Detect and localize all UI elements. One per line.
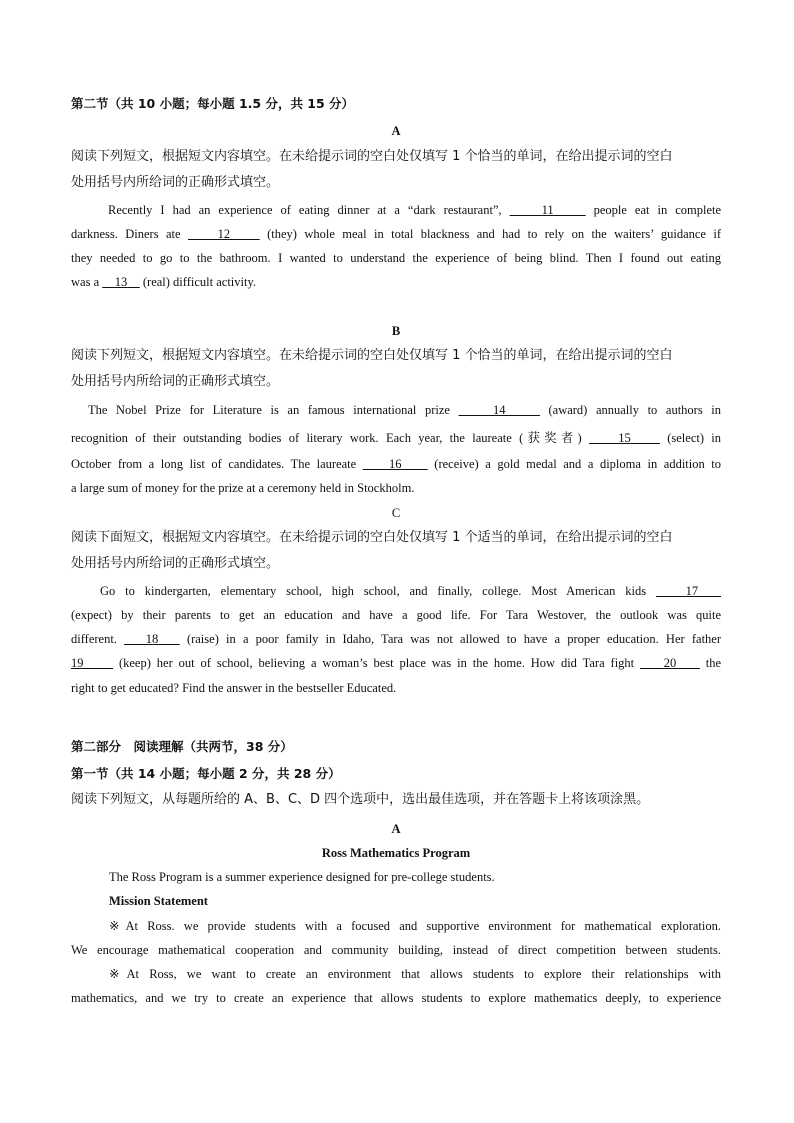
passage-b-instruction-line1: 阅读下列短文，根据短文内容填空。在未给提示词的空白处仅填写 1 个恰当的单词，在给出提示词的空白 xyxy=(71,348,673,363)
blank-number: 16 xyxy=(388,457,402,471)
passage-a-line4 xyxy=(71,274,721,290)
blank-15[interactable] xyxy=(589,431,660,445)
section-1-header: 第一节（共 14 小题；每小题 2 分，共 28 分） xyxy=(71,766,341,781)
reading-a-label: A xyxy=(391,822,401,836)
section-2-header: 第二节（共 10 小题；每小题 1.5 分，共 15 分） xyxy=(71,96,355,111)
text: (receive) a gold medal and a diploma in addition to xyxy=(434,457,722,471)
part-2-header: 第二部分 阅读理解（共两节，38 分） xyxy=(71,739,293,754)
text: was a xyxy=(71,275,100,289)
text: The Nobel Prize for Literature is an famous international prize xyxy=(88,403,450,417)
blank-13[interactable] xyxy=(102,275,140,289)
text: (raise) in a poor family in Idaho, Tara was not allowed to have a proper education. Her father xyxy=(186,632,722,646)
passage-c-line5: right to get educated? Find the answer in the bestseller Educated. xyxy=(71,681,397,695)
blank-number: 15 xyxy=(618,431,631,445)
passage-c-instruction-line1: 阅读下面短文，根据短文内容填空。在未给提示词的空白处仅填写 1 个适当的单词，在给出提示词的空白 xyxy=(71,530,673,545)
text: (they) whole meal in total blackness and had to rely on the waiters’ guidance if xyxy=(267,227,722,241)
passage-b-label: B xyxy=(391,324,401,338)
blank-12[interactable] xyxy=(188,227,260,241)
blank-19[interactable] xyxy=(71,656,113,670)
mission-paragraph-1-line2: We encourage mathematical cooperation and community building, instead of direct competition between students. xyxy=(71,943,721,957)
text: (award) annually to authors in xyxy=(548,403,722,417)
text: darkness. Diners ate xyxy=(71,227,181,241)
text: (real) difficult activity. xyxy=(142,275,257,289)
text: October from a long list of candidates. The laureate xyxy=(71,457,357,471)
reading-a-intro: The Ross Program is a summer experience designed for pre-college students. xyxy=(109,870,495,884)
text: recognition of their outstanding bodies of literary work. Each year, the laureate (获奖者) xyxy=(71,431,582,445)
blank-number: 14 xyxy=(492,403,506,417)
blank-number: 19 xyxy=(71,656,84,670)
text: people eat in complete xyxy=(593,203,722,217)
passage-c-line3 xyxy=(71,631,721,647)
text: (select) in xyxy=(667,431,722,445)
blank-number: 20 xyxy=(663,656,677,670)
passage-b-line3 xyxy=(71,456,721,472)
passage-c-line2: (expect) by their parents to get an education and have a good life. For Tara Westover, the outlook was quite xyxy=(71,608,721,622)
blank-number: 13 xyxy=(114,275,128,289)
blank-number: 18 xyxy=(145,632,159,646)
blank-20[interactable] xyxy=(640,656,700,670)
mission-paragraph-2-line2: mathematics, and we try to create an experience that allows students to explore mathematics deeply, to experience xyxy=(71,991,721,1005)
text: (keep) her out of school, believing a woman’s best place was in the home. How did Tara fight xyxy=(118,656,635,670)
passage-a-instruction-line1: 阅读下列短文，根据短文内容填空。在未给提示词的空白处仅填写 1 个恰当的单词，在给出提示词的空白 xyxy=(71,149,673,164)
passage-b-line4: a large sum of money for the prize at a ceremony held in Stockholm. xyxy=(71,481,415,495)
blank-14[interactable] xyxy=(459,403,540,417)
passage-a-line3: they needed to go to the bathroom. I wanted to understand the experience of being blind. Then I found out eating xyxy=(71,251,721,265)
text: the xyxy=(705,656,722,670)
blank-18[interactable] xyxy=(124,632,180,646)
passage-b-instruction-line2: 处用括号内所给词的正确形式填空。 xyxy=(71,374,280,389)
passage-b-line1 xyxy=(88,402,721,418)
section-1-instruction: 阅读下列短文，从每题所给的 A、B、C、D 四个选项中，选出最佳选项，并在答题卡上将该项涂黑。 xyxy=(71,792,650,807)
text: Recently I had an experience of eating dinner at a “dark restaurant”, xyxy=(108,203,502,217)
blank-16[interactable] xyxy=(363,457,428,471)
passage-c-instruction-line2: 处用括号内所给词的正确形式填空。 xyxy=(71,556,280,571)
text: Go to kindergarten, elementary school, high school, and finally, college. Most American kids xyxy=(100,584,647,598)
blank-number: 12 xyxy=(217,227,231,241)
blank-number: 11 xyxy=(541,203,554,217)
passage-c-line4 xyxy=(71,655,721,671)
blank-17[interactable] xyxy=(656,584,721,598)
passage-c-line1 xyxy=(100,583,721,599)
mission-statement-heading: Mission Statement xyxy=(109,894,208,908)
text: different. xyxy=(71,632,117,646)
mission-paragraph-1-line1: ※At Ross. we provide students with a focused and supportive environment for mathematical exploration. xyxy=(109,919,721,933)
passage-c-label: C xyxy=(391,506,401,520)
blank-11[interactable] xyxy=(510,203,586,217)
mission-paragraph-2-line1: ※At Ross, we want to create an environment that allows students to explore their relationships with xyxy=(109,967,721,981)
passage-a-line1 xyxy=(108,202,721,218)
passage-a-line2 xyxy=(71,226,721,242)
passage-a-instruction-line2: 处用括号内所给词的正确形式填空。 xyxy=(71,175,280,190)
passage-a-label: A xyxy=(391,124,401,138)
reading-a-title: Ross Mathematics Program xyxy=(321,846,471,860)
passage-b-line2 xyxy=(71,430,721,446)
blank-number: 17 xyxy=(685,584,699,598)
